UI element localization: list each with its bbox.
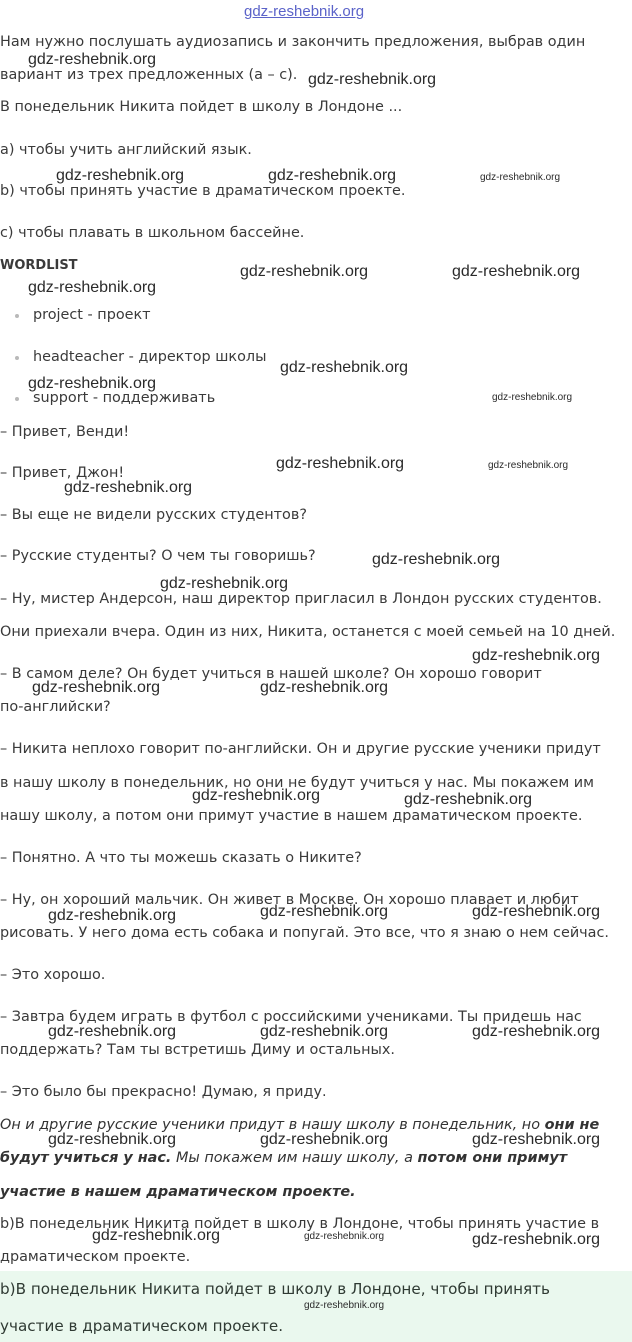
watermark: gdz-reshebnik.org [48, 1131, 177, 1148]
watermark: gdz-reshebnik.org [48, 1023, 177, 1040]
watermark: gdz-reshebnik.org [260, 679, 389, 696]
watermark: gdz-reshebnik.org [472, 1131, 601, 1148]
watermark: gdz-reshebnik.org [472, 903, 601, 920]
site-link[interactable]: gdz-reshebnik.org [244, 3, 365, 20]
dialogue-line: – Завтра будем играть в футбол с российскими учениками. Ты придешь нас [0, 1009, 582, 1025]
watermark: gdz-reshebnik.org [260, 903, 389, 920]
quote-line2: будут учиться у нас. Мы покажем им нашу школу, а потом они примут [0, 1150, 568, 1166]
task-stem: В понедельник Никита пойдет в школу в Лондоне ... [0, 99, 403, 115]
bullet-icon [15, 397, 19, 401]
watermark: gdz-reshebnik.org [304, 1231, 385, 1242]
dialogue-line: – Русские студенты? О чем ты говоришь? [0, 548, 316, 564]
dialogue-line: рисовать. У него дома есть собака и попугай. Это все, что я знаю о нем сейчас. [0, 925, 609, 941]
quote-line3: участие в нашем драматическом проекте. [0, 1184, 356, 1200]
wordlist-item: support - поддерживать [33, 390, 216, 406]
wordlist-item: headteacher - директор школы [33, 349, 267, 365]
dialogue-line: – Привет, Венди! [0, 424, 130, 440]
watermark: gdz-reshebnik.org [472, 1231, 601, 1248]
dialogue-line: – Понятно. А что ты можешь сказать о Никите? [0, 850, 362, 866]
watermark: gdz-reshebnik.org [56, 167, 185, 184]
final-answer-line2: участие в драматическом проекте. [0, 1317, 284, 1335]
watermark: gdz-reshebnik.org [268, 167, 397, 184]
watermark: gdz-reshebnik.org [472, 647, 601, 664]
dialogue-line: – Это хорошо. [0, 967, 106, 983]
watermark: gdz-reshebnik.org [240, 263, 369, 280]
watermark: gdz-reshebnik.org [452, 263, 581, 280]
watermark: gdz-reshebnik.org [260, 1023, 389, 1040]
quote-line1: Он и другие русские ученики придут в нашу школу в понедельник, но они не [0, 1117, 600, 1133]
dialogue-line: в нашу школу в понедельник, но они не будут учиться у нас. Мы покажем им [0, 775, 594, 791]
watermark: gdz-reshebnik.org [28, 51, 157, 68]
dialogue-line: по-английски? [0, 699, 111, 715]
watermark: gdz-reshebnik.org [48, 907, 177, 924]
answer-line1: b)В понедельник Никита пойдет в школу в Лондоне, чтобы принять участие в [0, 1216, 600, 1232]
watermark: gdz-reshebnik.org [480, 172, 561, 183]
dialogue-line: Они приехали вчера. Один из них, Никита, останется с моей семьей на 10 дней. [0, 624, 616, 640]
watermark: gdz-reshebnik.org [32, 679, 161, 696]
watermark: gdz-reshebnik.org [160, 575, 289, 592]
watermark: gdz-reshebnik.org [472, 1023, 601, 1040]
watermark: gdz-reshebnik.org [280, 359, 409, 376]
watermark: gdz-reshebnik.org [260, 1131, 389, 1148]
bullet-icon [15, 314, 19, 318]
final-answer-line1: b)В понедельник Никита пойдет в школу в Лондоне, чтобы принять [0, 1280, 550, 1298]
option-a: a) чтобы учить английский язык. [0, 142, 252, 158]
watermark: gdz-reshebnik.org [372, 551, 501, 568]
wordlist-item: project - проект [33, 307, 151, 323]
watermark: gdz-reshebnik.org [192, 787, 321, 804]
watermark: gdz-reshebnik.org [28, 279, 157, 296]
task-instruction-line1: Нам нужно послушать аудиозапись и закончить предложения, выбрав один [0, 34, 586, 50]
dialogue-line: – Ну, он хороший мальчик. Он живет в Москве. Он хорошо плавает и любит [0, 892, 579, 908]
watermark: gdz-reshebnik.org [404, 791, 533, 808]
answer-line2: драматическом проекте. [0, 1249, 191, 1265]
dialogue-line: поддержать? Там ты встретишь Диму и остальных. [0, 1042, 395, 1058]
dialogue-line: – Ну, мистер Андерсон, наш директор пригласил в Лондон русских студентов. [0, 591, 602, 607]
watermark: gdz-reshebnik.org [28, 375, 157, 392]
wordlist-heading: WORDLIST [0, 258, 78, 273]
option-b: b) чтобы принять участие в драматическом проекте. [0, 183, 406, 199]
watermark: gdz-reshebnik.org [488, 460, 569, 471]
dialogue-line: – Никита неплохо говорит по-английски. Он и другие русские ученики придут [0, 741, 601, 757]
watermark: gdz-reshebnik.org [492, 392, 573, 403]
watermark: gdz-reshebnik.org [308, 71, 437, 88]
watermark: gdz-reshebnik.org [64, 479, 193, 496]
dialogue-line: – Вы еще не видели русских студентов? [0, 507, 307, 523]
dialogue-line: – В самом деле? Он будет учиться в нашей школе? Он хорошо говорит [0, 666, 542, 682]
watermark: gdz-reshebnik.org [304, 1300, 385, 1311]
watermark: gdz-reshebnik.org [276, 455, 405, 472]
option-c: c) чтобы плавать в школьном бассейне. [0, 225, 305, 241]
dialogue-line: – Это было бы прекрасно! Думаю, я приду. [0, 1084, 327, 1100]
task-instruction-line2: вариант из трех предложенных (a – c). [0, 67, 298, 83]
watermark: gdz-reshebnik.org [92, 1227, 221, 1244]
dialogue-line: нашу школу, а потом они примут участие в нашем драматическом проекте. [0, 808, 583, 824]
dialogue-line: – Привет, Джон! [0, 465, 125, 481]
bullet-icon [15, 356, 19, 360]
